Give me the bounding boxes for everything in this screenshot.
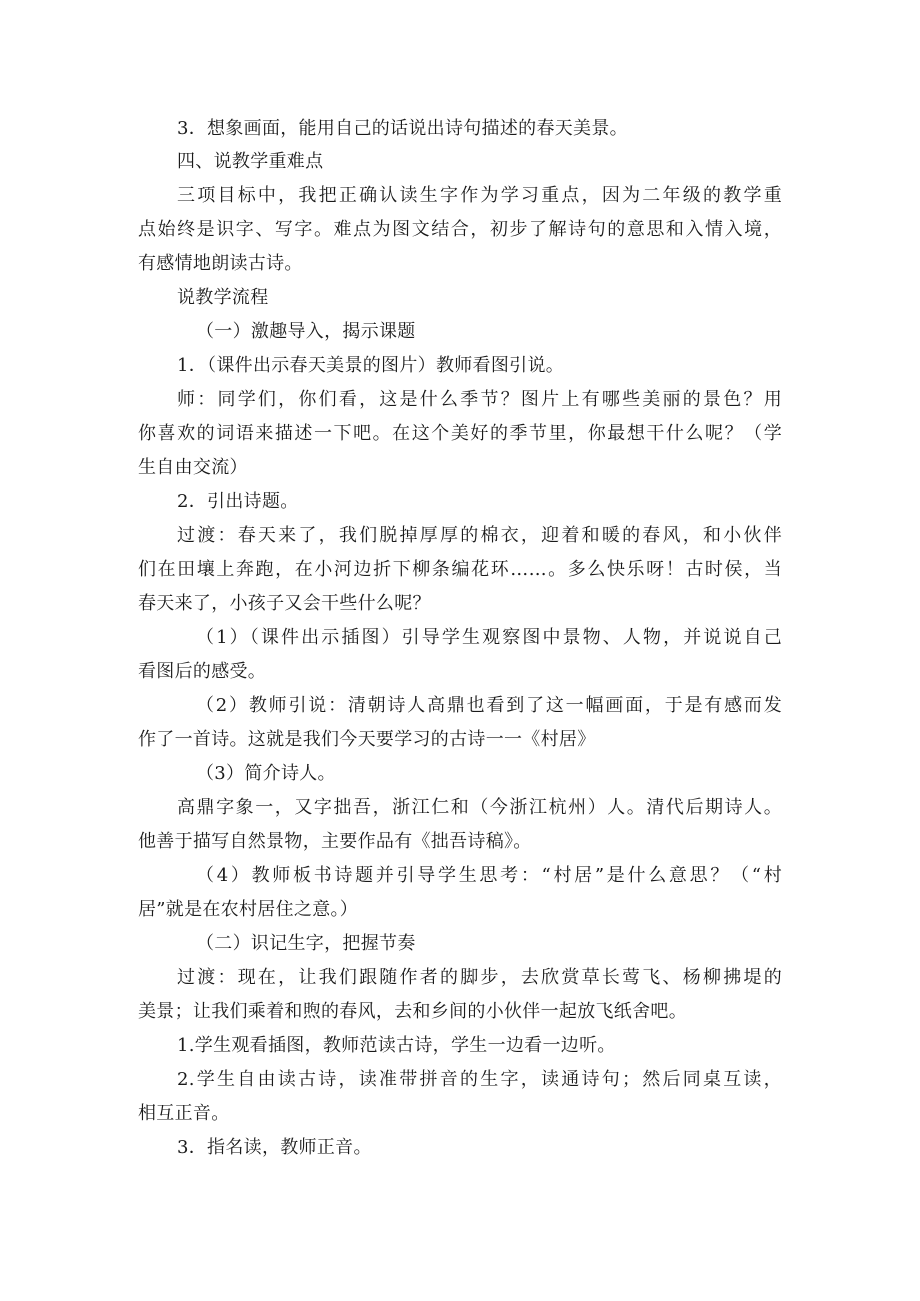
- text-line: 1．（课件出示春天美景的图片）教师看图引说。: [177, 355, 565, 376]
- section-heading: 说教学流程: [177, 287, 269, 308]
- text-line: 高鼎字象一，又字拙吾，浙江仁和（今浙江杭州）人。清代后期诗人。: [177, 797, 782, 818]
- text-line: 生自由交流）: [138, 457, 248, 478]
- text-line: 看图后的感受。: [138, 661, 267, 682]
- text-line: 点始终是识字、写字。难点为图文结合，初步了解诗句的意思和入情入境，: [138, 219, 782, 240]
- text-line: 2．引出诗题。: [177, 491, 299, 512]
- text-line: 相互正音。: [138, 1103, 230, 1124]
- text-line: 过渡：现在，让我们跟随作者的脚步，去欣赏草长莺飞、杨柳拂堤的: [177, 967, 782, 988]
- section-heading: 四、说教学重难点: [177, 151, 324, 172]
- text-line: 居”就是在农村居住之意。）: [138, 899, 359, 920]
- text-line: 3．想象画面，能用自己的话说出诗句描述的春天美景。: [177, 118, 628, 139]
- text-line: 你喜欢的词语来描述一下吧。在这个美好的季节里，你最想干什么呢？（学: [138, 423, 782, 444]
- text-line: （3）简介诗人。: [196, 763, 336, 784]
- text-line: （2）教师引说：清朝诗人高鼎也看到了这一幅画面，于是有感而发: [196, 695, 782, 716]
- text-line: 过渡：春天来了，我们脱掉厚厚的棉衣，迎着和暖的春风，和小伙伴: [177, 525, 782, 546]
- text-line: 他善于描写自然景物，主要作品有《拙吾诗稿》。: [138, 831, 532, 852]
- text-line: （4）教师板书诗题并引导学生思考：“村居”是什么意思？（“村: [196, 865, 782, 886]
- text-line: 作了一首诗。这就是我们今天要学习的古诗一一《村居》: [138, 729, 596, 750]
- text-line: 春天来了，小孩子又会干些什么呢？: [138, 593, 431, 614]
- text-line: 3．指名读，教师正音。: [177, 1137, 372, 1158]
- text-line: 有感情地朗读古诗。: [138, 253, 303, 274]
- subsection-heading: （一）激趣导入，揭示课题: [196, 321, 416, 342]
- text-line: 2.学生自由读古诗，读准带拼音的生字，读通诗句；然后同桌互读，: [177, 1069, 782, 1090]
- text-line: （1）（课件出示插图）引导学生观察图中景物、人物，并说说自己: [196, 627, 782, 648]
- text-line: 们在田壤上奔跑，在小河边折下柳条编花环……。多么快乐呀！古时侯，当: [138, 559, 782, 580]
- text-line: 1.学生观看插图，教师范读古诗，学生一边看一边听。: [177, 1035, 616, 1056]
- text-line: 师：同学们，你们看，这是什么季节？图片上有哪些美丽的景色？用: [177, 389, 782, 410]
- text-line: 美景；让我们乘着和煦的春风，去和乡间的小伙伴一起放飞纸舍吧。: [138, 1001, 687, 1022]
- text-line: 三项目标中，我把正确认读生字作为学习重点，因为二年级的教学重: [177, 185, 782, 206]
- subsection-heading: （二）识记生字，把握节奏: [196, 933, 416, 954]
